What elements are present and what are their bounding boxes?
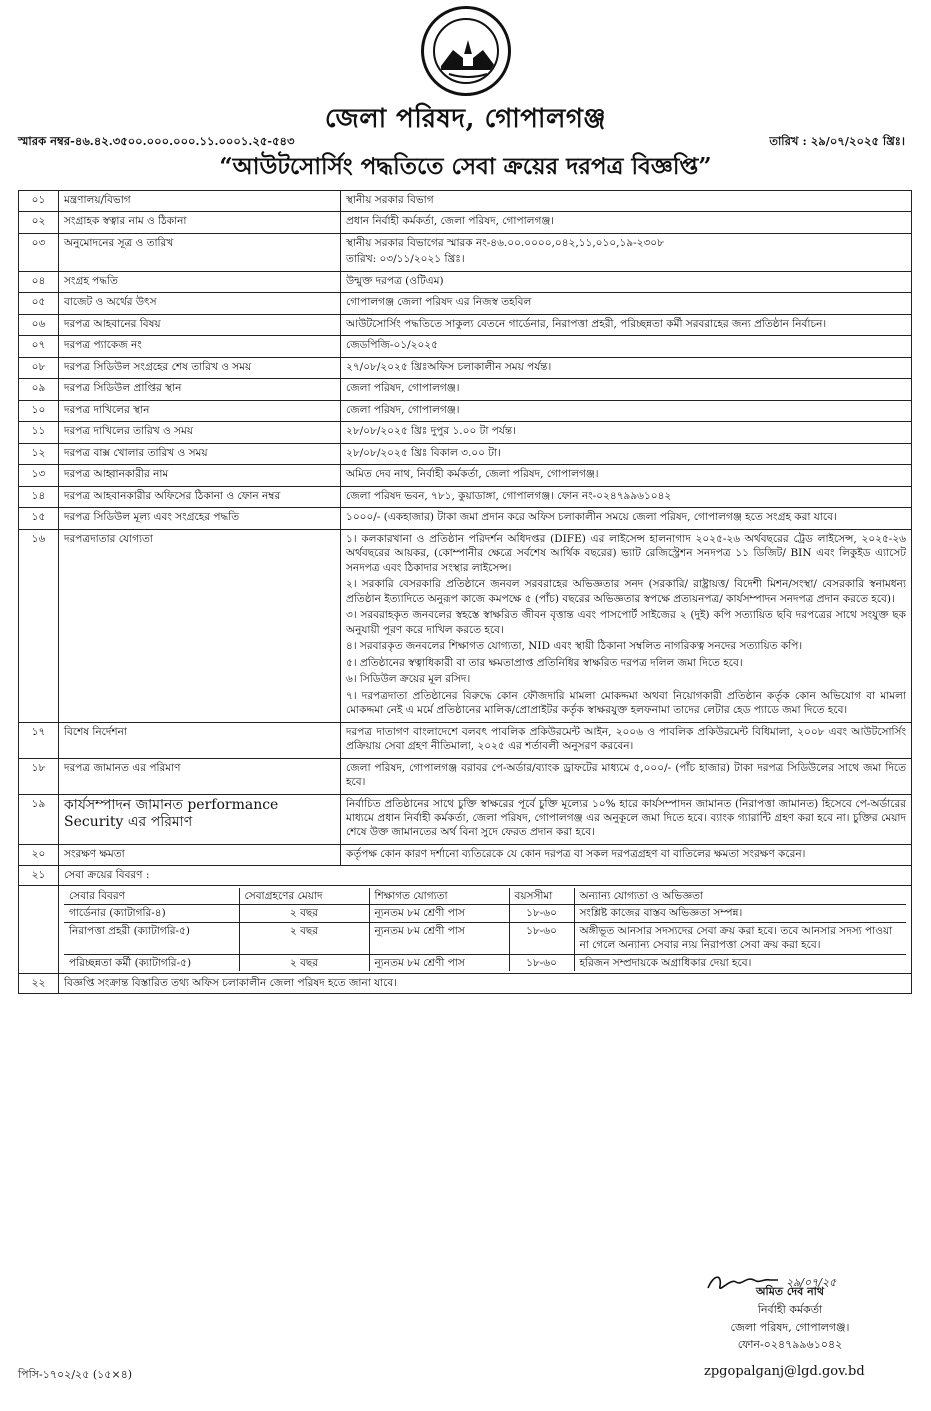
- value-line: ২৮/০৮/২০২৫ খ্রিঃ বিকাল ৩.০০ টা।: [346, 446, 501, 459]
- value-line: জেলা পরিষদ, গোপালগঞ্জ।: [346, 382, 460, 395]
- signature-date: ২৯/০৭/২৫: [786, 1276, 837, 1289]
- qualification-item: ৪। সরবারকৃত জনবলের শিক্ষাগত যোগ্যতা, NID এবং স্থায়ী ঠিকানা সম্বলিত নাগরিকত্ব সনদের সত্যায়িত কপি।: [346, 640, 803, 653]
- row-value: [341, 212, 912, 233]
- row-label: বাজেট ও অর্থের উৎস: [59, 293, 341, 314]
- row-number: ০৮: [19, 357, 59, 378]
- row-number: ০৯: [19, 379, 59, 400]
- row-label: দরপত্রদাতার যোগ্যতা: [59, 529, 341, 722]
- qualification-item: ৫। প্রতিষ্ঠানের স্বত্বাধিকারী বা তার ক্ষমতাপ্রাপ্ত প্রতিনিধির স্বাক্ষরিত দরপত্র দলিল জমা দিতে হবে।: [346, 656, 743, 669]
- row-number: ২১: [19, 866, 59, 885]
- tender-details-table: [18, 190, 912, 994]
- table-row: [19, 293, 912, 314]
- column-header: শিক্ষাগত যোগ্যতা: [369, 888, 509, 905]
- service-row: [64, 905, 906, 922]
- table-row: [19, 974, 912, 993]
- qualification-item: ১। কলকারখানা ও প্রতিষ্ঠান পরিদর্শন অধিদপ্তর (DIFE) এর লাইসেন্স হালনাগাদ ২০২৫-২৬ অর্থবছরের ট্রেড লাইসেন্স, ২০২৫-২৬ অর্থবছরের আয়কর, (কোম্পানীর ক্ষেত্রে সর্বশেষ আর্থিক বছরের) ভ্যাট রেজিস্ট্রেশন সনদপত্র ১১ ডিজিট/ BIN এবং লিকুইড এ্যাসেট সনদপত্র এবং ঠিকাদার সংস্থার লাইসেন্স।: [346, 532, 906, 574]
- row-label: সংরক্ষণ ক্ষমতা: [59, 844, 341, 865]
- row-value: [341, 794, 912, 844]
- signatory-office: জেলা পরিষদ, গোপালগঞ্জ।: [730, 1320, 850, 1334]
- signatory-phone: ফোন-০২৪৭৯৯৬১০৪২: [737, 1338, 843, 1352]
- value-line: স্থানীয় সরকার বিভাগ: [346, 194, 434, 206]
- table-row: [19, 336, 912, 357]
- service-duration: ২ বছর: [239, 954, 369, 971]
- service-duration: ২ বছর: [239, 905, 369, 922]
- row-value: [341, 191, 912, 212]
- table-row: [19, 722, 912, 758]
- value-line: স্থানীয় সরকার বিভাগের স্মারক নং-৪৬.০০.০০০০,০৪২,১১,০১০,১৯-২৩০৮: [346, 236, 664, 249]
- service-row: [64, 954, 906, 971]
- table-row: [19, 233, 912, 271]
- value-line: জেডপিজি-০১/২০২৫: [346, 339, 438, 352]
- table-row: [19, 486, 912, 507]
- services-header-row: [64, 888, 906, 905]
- value-line: ২৭/০৮/২০২৫ খ্রিঃঅফিস চলাকালীন সময় পর্যন্ত।: [346, 360, 552, 373]
- row-number: ১৫: [19, 508, 59, 529]
- row-number: ২২: [19, 974, 59, 993]
- contact-email: zpgopalganj@lgd.gov.bd: [704, 1364, 865, 1379]
- service-name: গার্ডেনার (ক্যাটাগরি-৪): [64, 905, 239, 922]
- signatory-designation: নির্বাহী কর্মকর্তা: [757, 1302, 823, 1316]
- row-value: [341, 758, 912, 794]
- row-value: [341, 722, 912, 758]
- service-other-qualification: হরিজন সম্প্রদায়কে অগ্রাধিকার দেয়া হবে।: [574, 954, 906, 971]
- row-label: কার্যসম্পাদন জামানত performance Security এর পরিমাণ: [59, 794, 341, 844]
- row-number: ০৭: [19, 336, 59, 357]
- qualification-item: ৬। সিডিউল ক্রয়ের মূল রসিদ।: [346, 673, 471, 686]
- row-value: [341, 293, 912, 314]
- table-row: [19, 508, 912, 529]
- services-title: সেবা ক্রয়ের বিবরণ :: [59, 866, 912, 885]
- services-title-row: [19, 866, 912, 885]
- row-value: [341, 233, 912, 271]
- row-number: ০১: [19, 191, 59, 212]
- value-line: জেলা পরিষদ, গোপালগঞ্জ বরাবর পে-অর্ডার/ব্যাংক ড্রাফটের মাধ্যমে ৫,০০০/- (পাঁচ হাজার) টাকা দরপত্র সিডিউলের সাথে জমা দিতে হবে।: [346, 761, 906, 789]
- row-label: দরপত্র আহবানকারীর অফিসের ঠিকানা ও ফোন নম্বর: [59, 486, 341, 507]
- row-number: ০৬: [19, 314, 59, 335]
- table-row: [19, 794, 912, 844]
- service-education: ন্যূনতম ৮ম শ্রেণী পাস: [369, 922, 509, 954]
- row-label: বিশেষ নির্দেশনা: [59, 722, 341, 758]
- row-label: দরপত্র দাখিলের স্থান: [59, 400, 341, 421]
- row-number: ১১: [19, 422, 59, 443]
- row-label: দরপত্র আহবানের বিষয়: [59, 314, 341, 335]
- table-row: [19, 758, 912, 794]
- notice-date: তারিখ : ২৯/০৭/২০২৫ খ্রিঃ।: [769, 134, 905, 148]
- office-name: জেলা পরিষদ, গোপালগঞ্জ: [324, 104, 607, 134]
- row-label: মন্ত্রণালয়/বিভাগ: [59, 191, 341, 212]
- row-number: ০২: [19, 212, 59, 233]
- column-header: সেবাগ্রহণের মেয়াদ: [239, 888, 369, 905]
- row-number: ১৩: [19, 465, 59, 486]
- row-number: ১৬: [19, 529, 59, 722]
- value-line: আউটসোর্সিং পদ্ধতিতে সাকুল্য বেতনে গার্ডেনার, নিরাপত্তা প্রহরী, পরিচ্ছন্নতা কর্মী সরবরাহের জন্য প্রতিষ্ঠান নির্বাচন।: [346, 317, 827, 330]
- value-line: তারিখ: ০৩/১১/২০২১ খ্রিঃ।: [346, 253, 465, 266]
- service-education: ন্যূনতম ৮ম শ্রেণী পাস: [369, 954, 509, 971]
- signature-block: [680, 1283, 900, 1354]
- row-value: [341, 529, 912, 722]
- row-label: দরপত্র আহ্বানকারীর নাম: [59, 465, 341, 486]
- row-number: ০৩: [19, 233, 59, 271]
- value-line: কর্তৃপক্ষ কোন কারণ দর্শানো ব্যতিরেকে যে কোন দরপত্র বা সকল দরপত্রগ্রহণ বা বাতিলের ক্ষমতা সংরক্ষণ করেন।: [346, 847, 806, 860]
- value-line: ১০০০/- (একহাজার) টাকা জমা প্রদান করে অফিস চলাকালীন সময়ে জেলা পরিষদ, গোপালগঞ্জ হতে সংগ্রহ করা যাবে।: [346, 511, 837, 524]
- row-value: বিজ্ঞপ্তি সংক্রান্ত বিস্তারিত তথ্য অফিস চলাকালীন জেলা পরিষদ হতে জানা যাবে।: [59, 974, 912, 993]
- table-row: [19, 529, 912, 722]
- row-value: [341, 357, 912, 378]
- row-label: দরপত্র সিডিউল প্রাপ্তির স্থান: [59, 379, 341, 400]
- value-line: নির্বাচিত প্রতিষ্ঠানের সাথে চুক্তি স্বাক্ষরের পূর্বে চুক্তি মূল্যের ১০% হারে কার্যসম্পাদন জামানত (নিরাপত্তা জামানত) হিসেবে পে-অর্ডারের মাধ্যমে প্রধান নির্বাহী কর্মকর্তা, জেলা পরিষদ, গোপালগঞ্জ এর অনুকূলে জমা দিতে হবে। ব্যাংক গ্যারান্টি গ্রহণ করা হবে না। চুক্তির মেয়াদ শেষে উক্ত জামানতের অর্থ বিনা সুদে ফেরত প্রদান করা হবে।: [346, 797, 906, 839]
- value-line: ২৮/০৮/২০২৫ খ্রিঃ দুপুর ১.০০ টা পর্যন্ত।: [346, 425, 516, 438]
- column-header: অন্যান্য যোগ্যতা ও অভিজ্ঞতা: [574, 888, 906, 905]
- row-value: [341, 508, 912, 529]
- row-value: [341, 443, 912, 464]
- services-cell: [59, 885, 912, 973]
- row-label: দরপত্র সিডিউল মূল্য এবং সংগ্রহের পদ্ধতি: [59, 508, 341, 529]
- row-value: [341, 400, 912, 421]
- value-line: উন্মুক্ত দরপত্র (ওটিএম): [346, 274, 444, 287]
- print-code: পিসি-১৭০২/২৫ (১৫×৪): [18, 1368, 133, 1381]
- row-number: ১০: [19, 400, 59, 421]
- service-education: ন্যূনতম ৮ম শ্রেণী পাস: [369, 905, 509, 922]
- table-row: [19, 314, 912, 335]
- service-other-qualification: অঙ্গীভূত আনসার সদস্যদের সেবা ক্রয় করা হবে। তবে আনসার সদস্য পাওয়া না গেলে অন্যান্য সেবার ন্যয় নিরাপত্তা সেবা ক্রয় করা হবে।: [574, 922, 906, 954]
- table-row: [19, 422, 912, 443]
- table-row: [19, 379, 912, 400]
- row-number: ০৫: [19, 293, 59, 314]
- row-value: [341, 336, 912, 357]
- notice-headline: “আউটসোর্সিং পদ্ধতিতে সেবা ক্রয়ের দরপত্র বিজ্ঞপ্তি”: [219, 153, 712, 180]
- value-line: জেলা পরিষদ, গোপালগঞ্জ।: [346, 403, 460, 416]
- row-value: [341, 844, 912, 865]
- table-row: [19, 844, 912, 865]
- row-value: [341, 422, 912, 443]
- row-value: [341, 271, 912, 292]
- row-label: সংগ্রহ পদ্ধতি: [59, 271, 341, 292]
- table-row: [19, 400, 912, 421]
- service-age-limit: ১৮-৬০: [509, 954, 574, 971]
- row-number-blank: [19, 885, 59, 973]
- value-line: দরপত্র দাতাগণ বাংলাদেশে বলবৎ পাবলিক প্রকিউরমেন্ট আইন, ২০০৬ ও পাবলিক প্রকিউরমেন্ট বিধিমালা, ২০০৮ এবং আউটসোর্সিং প্রক্রিয়ায় সেবা গ্রহণ নীতিমালা, ২০২৫ এর শর্তাবলী অনুসরণ করবেন।: [346, 725, 906, 753]
- row-number: ২০: [19, 844, 59, 865]
- value-line: অমিত দেব নাথ, নির্বাহী কর্মকর্তা, জেলা পরিষদ, গোপালগঞ্জ।: [346, 468, 599, 481]
- table-row: [19, 357, 912, 378]
- row-label: দরপত্র প্যাকেজ নং: [59, 336, 341, 357]
- service-other-qualification: সংশ্লিষ্ট কাজের বাস্তব অভিজ্ঞতা সম্পন্ন।: [574, 905, 906, 922]
- table-row: [19, 212, 912, 233]
- service-name: নিরাপত্তা প্রহরী (ক্যাটাগরি-৫): [64, 922, 239, 954]
- memo-number: স্মারক নম্বর-৪৬.৪২.৩৫০০.০০০.০০০.১১.০০০১.২৫-৫৪৩: [18, 134, 295, 148]
- service-age-limit: ১৮-৬০: [509, 922, 574, 954]
- table-row: [19, 465, 912, 486]
- row-label: অনুমোদনের সূত্র ও তারিখ: [59, 233, 341, 271]
- row-value: [341, 379, 912, 400]
- row-number: ১৯: [19, 794, 59, 844]
- value-line: গোপালগঞ্জ জেলা পরিষদ এর নিজস্ব তহবিল: [346, 296, 532, 309]
- row-number: ০৪: [19, 271, 59, 292]
- service-duration: ২ বছর: [239, 922, 369, 954]
- row-number: ১২: [19, 443, 59, 464]
- qualification-item: ৩। সরবরাহকৃত জনবলের স্বহস্তে স্বাক্ষরিত জীবন বৃত্তান্ত এবং পাসপোর্ট সাইজের ২ (দুই) কপি সত্যায়িত ছবি দরপত্রের সাথে সংযুক্ত ছক অনুযায়ী পূরণ করে দাখিল করতে হবে।: [346, 609, 906, 636]
- column-header: বয়সসীমা: [509, 888, 574, 905]
- qualification-item: ৭। দরপত্রদাতা প্রতিষ্ঠানের বিরুদ্ধে কোন ফৌজদারি মামলা মোকদ্দমা অথবা নিয়োগকারী প্রতিষ্ঠান কর্তৃক কোন অভিযোগ বা মামলা মোকদ্দমা নেই এ মর্মে প্রতিষ্ঠানের মালিক/প্রোপ্রাইটর কর্তৃক স্বাক্ষরযুক্ত হলফনামা তাদের লেটার হেড প্যাডে জমা দিতে হবে।: [346, 689, 906, 717]
- service-age-limit: ১৮-৬০: [509, 905, 574, 922]
- row-label: দরপত্র সিডিউল সংগ্রহের শেষ তারিখ ও সময়: [59, 357, 341, 378]
- services-table-row: [19, 885, 912, 973]
- value-line: প্রধান নির্বাহী কর্মকর্তা, জেলা পরিষদ, গোপালগঞ্জ।: [346, 215, 555, 228]
- table-row: [19, 443, 912, 464]
- row-label: দরপত্র বাক্স খোলার তারিখ ও সময়: [59, 443, 341, 464]
- qualification-item: ২। সরকারি বেসরকারি প্রতিষ্ঠানে জনবল সরবরাহের অভিজ্ঞতার সনদ (সরকারি/ রাষ্ট্রায়ত্ত/ বিদেশী মিশন/সংস্থা/ বেসরকারি স্বনামধন্য প্রতিষ্ঠান ইত্যাদিতে অনুরূপ কাজে কমপক্ষে ৫ (পাঁচ) বছরের অভিজ্ঞতার স্বপক্ষে প্রত্যয়নপত্র/ কার্যসম্পাদন সনদপত্র প্রদান করতে হবে)।: [346, 578, 906, 605]
- service-row: [64, 922, 906, 954]
- table-row: [19, 191, 912, 212]
- signatory-name: অমিত দেব নাথ: [756, 1285, 824, 1298]
- table-row: [19, 271, 912, 292]
- row-label: দরপত্র জামানত এর পরিমাণ: [59, 758, 341, 794]
- column-header: সেবার বিবরণ: [64, 888, 239, 905]
- row-value: [341, 486, 912, 507]
- row-number: ১৮: [19, 758, 59, 794]
- government-seal-logo: [421, 6, 511, 96]
- row-value: [341, 465, 912, 486]
- row-value: [341, 314, 912, 335]
- row-label: দরপত্র দাখিলের তারিখ ও সময়: [59, 422, 341, 443]
- services-table: [64, 888, 906, 971]
- row-number: ১৪: [19, 486, 59, 507]
- row-label: সংগ্রাহক স্বত্বার নাম ও ঠিকানা: [59, 212, 341, 233]
- row-number: ১৭: [19, 722, 59, 758]
- service-name: পরিচ্ছন্নতা কর্মী (ক্যাটাগরি-৫): [64, 954, 239, 971]
- value-line: জেলা পরিষদ ভবন, ৭৮১, কুয়াডাঙ্গা, গোপালগঞ্জ। ফোন নং-০২৪৭৯৯৬১০৪২: [346, 489, 672, 502]
